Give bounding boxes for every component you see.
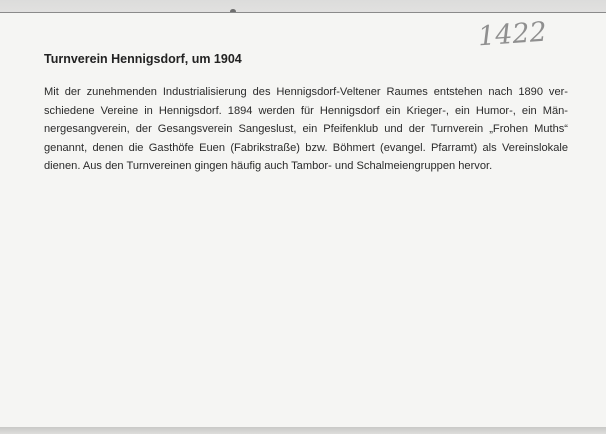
body-line: genannt, denen die Gasthöfe Euen (Fabrikstraße) bzw. Böhmert (evangel. Pfarramt) als Vereinslokale xyxy=(44,141,568,154)
scan-bottom-edge xyxy=(0,427,606,434)
handwritten-catalog-number: 1422 xyxy=(477,16,548,53)
body-line: Mit der zunehmenden Industrialisierung des Hennigsdorf-Veltener Raumes entstehen nach 1890 ver- xyxy=(44,86,568,98)
body-line: nergesangverein, der Gesangsverein Sangeslust, ein Pfeifenklub und der Turnverein „Frohen Muths“ xyxy=(44,123,568,135)
body-line: schiedene Vereine in Hennigsdorf. 1894 werden für Hennigsdorf ein Krieger-, ein Humor-, ein Män- xyxy=(44,104,568,117)
document-sheet xyxy=(0,12,606,429)
body-line: dienen. Aus den Turnvereinen gingen häufig auch Tambor- und Schalmeiengruppen hervor. xyxy=(44,160,493,172)
body-paragraph xyxy=(44,83,568,176)
page-title: Turnverein Hennigsdorf, um 1904 xyxy=(44,52,242,66)
